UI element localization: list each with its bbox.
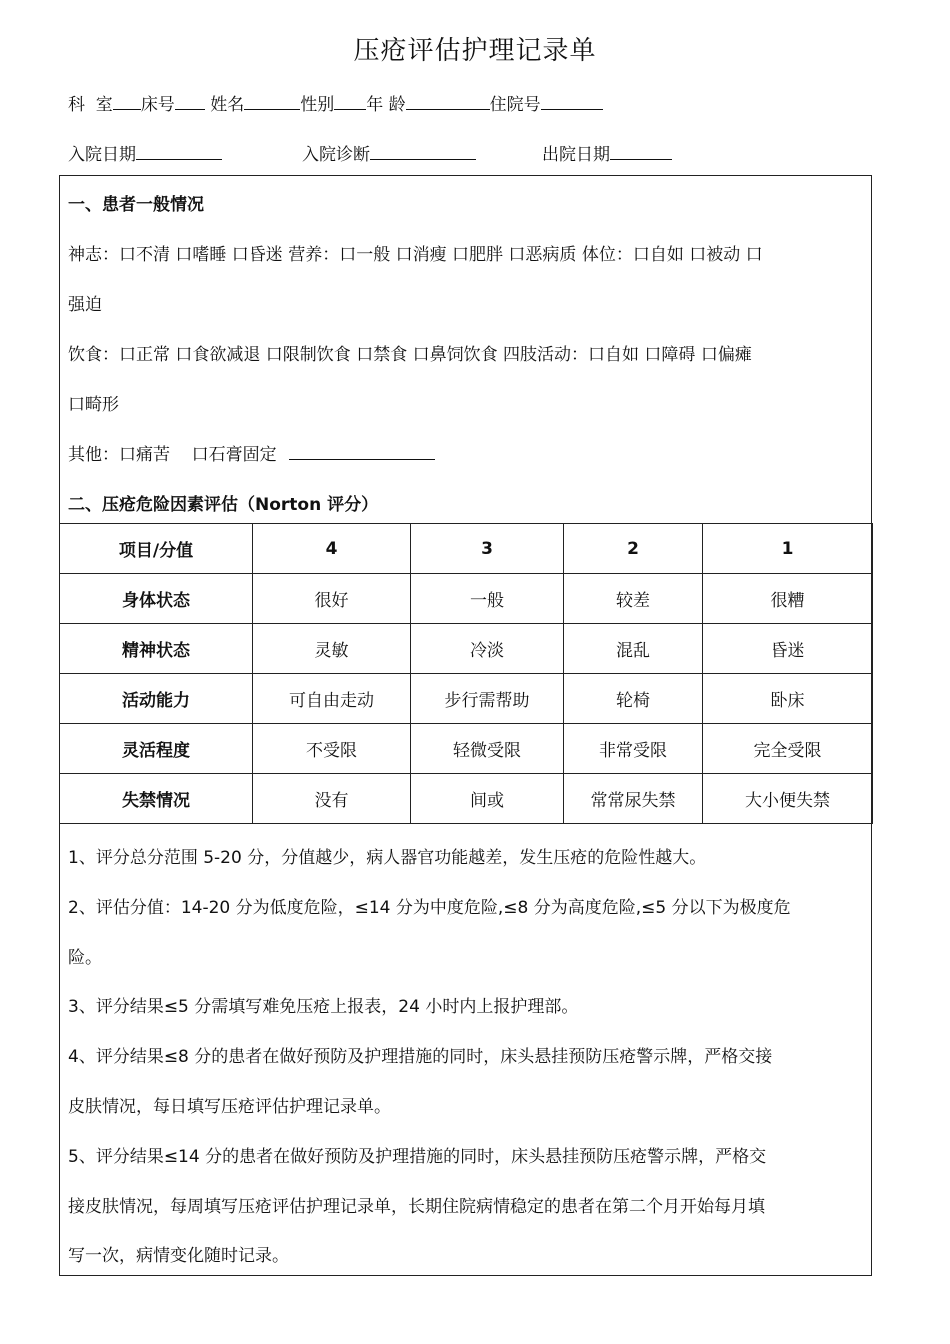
- note-2-cont: 险。: [68, 948, 102, 968]
- table-cell: 一般: [411, 574, 564, 624]
- age-label: 年 龄: [366, 95, 406, 115]
- section2-heading: 二、压疮危险因素评估（Norton 评分）: [68, 495, 379, 515]
- table-header-cell: 4: [253, 524, 411, 574]
- dept-label: 科 室: [68, 95, 113, 115]
- consciousness-nutrition-position-line: 神志：口不清 口嗜睡 口昏迷 营养：口一般 口消瘦 口肥胖 口恶病质 体位：口自如 口被动 口: [68, 245, 763, 265]
- table-cell: 没有: [253, 774, 411, 824]
- table-row: [60, 574, 873, 624]
- row-label: 活动能力: [60, 674, 253, 724]
- table-row: [60, 774, 873, 824]
- table-cell: 很好: [253, 574, 411, 624]
- table-cell: 大小便失禁: [703, 774, 873, 824]
- note-5-cont-2: 写一次，病情变化随时记录。: [68, 1246, 289, 1266]
- table-cell: 间或: [411, 774, 564, 824]
- table-cell: 非常受限: [564, 724, 703, 774]
- norton-score-table: [59, 523, 873, 824]
- table-cell: 常常尿失禁: [564, 774, 703, 824]
- row-label: 失禁情况: [60, 774, 253, 824]
- note-4: 4、评分结果≤8 分的患者在做好预防及护理措施的同时，床头悬挂预防压疮警示牌，严格交接: [68, 1047, 773, 1067]
- table-cell: 不受限: [253, 724, 411, 774]
- table-cell: 轻微受限: [411, 724, 564, 774]
- bed-label: 床号: [140, 95, 175, 115]
- diagnosis-label: 入院诊断: [302, 145, 370, 165]
- table-cell: 完全受限: [703, 724, 873, 774]
- position-line-cont: 强迫: [68, 295, 102, 315]
- table-row: [60, 724, 873, 774]
- patient-info-row-1: [68, 90, 603, 115]
- name-label: 姓名: [210, 95, 245, 115]
- diagnosis-field[interactable]: [370, 143, 476, 160]
- note-2: 2、评估分值：14-20 分为低度危险，≤14 分为中度危险,≤8 分为高度危险,≤5 分以下为极度危: [68, 898, 791, 918]
- bed-field[interactable]: [175, 93, 205, 110]
- table-cell: 轮椅: [564, 674, 703, 724]
- patient-info-row-2: [68, 140, 672, 165]
- admit-date-label: 入院日期: [68, 145, 136, 165]
- note-3: 3、评分结果≤5 分需填写难免压疮上报表，24 小时内上报护理部。: [68, 997, 579, 1017]
- other-label: 其他：口痛苦 口石膏固定: [68, 445, 277, 465]
- table-cell: 混乱: [564, 624, 703, 674]
- table-header-cell: 3: [411, 524, 564, 574]
- dept-field[interactable]: [113, 93, 141, 110]
- note-5: 5、评分结果≤14 分的患者在做好预防及护理措施的同时，床头悬挂预防压疮警示牌，严格交: [68, 1147, 767, 1167]
- discharge-date-label: 出院日期: [542, 145, 610, 165]
- table-cell: 昏迷: [703, 624, 873, 674]
- name-field[interactable]: [244, 93, 300, 110]
- discharge-date-field[interactable]: [610, 143, 672, 160]
- other-field[interactable]: [289, 443, 435, 460]
- table-row: [60, 624, 873, 674]
- row-label: 灵活程度: [60, 724, 253, 774]
- note-5-cont: 接皮肤情况，每周填写压疮评估护理记录单，长期住院病情稳定的患者在第二个月开始每月填: [68, 1197, 765, 1217]
- diet-limb-line: 饮食：口正常 口食欲减退 口限制饮食 口禁食 口鼻饲饮食 四肢活动：口自如 口障碍 口偏瘫: [68, 345, 752, 365]
- admit-date-field[interactable]: [136, 143, 222, 160]
- table-cell: 较差: [564, 574, 703, 624]
- limb-line-cont: 口畸形: [68, 395, 119, 415]
- table-header-row: [60, 524, 873, 574]
- admission-no-label: 住院号: [489, 95, 541, 115]
- age-field[interactable]: [406, 93, 490, 110]
- table-cell: 灵敏: [253, 624, 411, 674]
- table-cell: 步行需帮助: [411, 674, 564, 724]
- table-header-cell: 2: [564, 524, 703, 574]
- row-label: 身体状态: [60, 574, 253, 624]
- admission-no-field[interactable]: [541, 93, 603, 110]
- page-title: 压疮评估护理记录单: [353, 36, 597, 66]
- table-header-cell: 项目/分值: [60, 524, 253, 574]
- note-4-cont: 皮肤情况，每日填写压疮评估护理记录单。: [68, 1097, 391, 1117]
- table-cell: 卧床: [703, 674, 873, 724]
- sex-label: 性别: [300, 95, 335, 115]
- table-row: [60, 674, 873, 724]
- table-cell: 很糟: [703, 574, 873, 624]
- section1-heading: 一、患者一般情况: [68, 195, 204, 215]
- sex-field[interactable]: [334, 93, 366, 110]
- table-cell: 可自由走动: [253, 674, 411, 724]
- note-1: 1、评分总分范围 5-20 分，分值越少，病人器官功能越差，发生压疮的危险性越大。: [68, 848, 707, 868]
- other-line: [68, 440, 868, 465]
- table-header-cell: 1: [703, 524, 873, 574]
- table-cell: 冷淡: [411, 624, 564, 674]
- row-label: 精神状态: [60, 624, 253, 674]
